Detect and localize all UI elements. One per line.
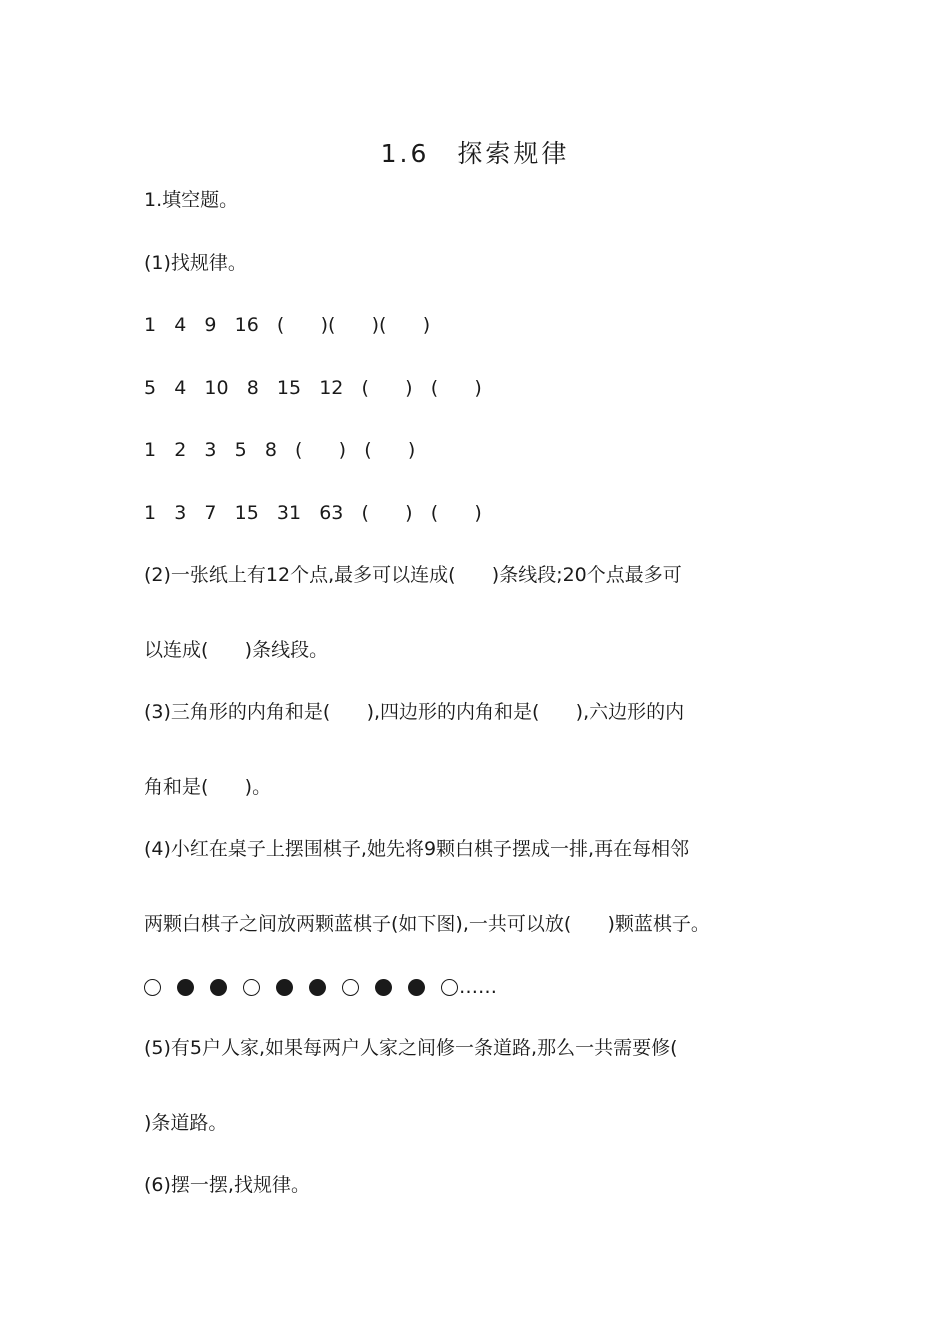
sequence-row-1: 1 4 9 16 ( )( )( ) <box>144 314 431 336</box>
black-bead-icon <box>177 979 194 996</box>
black-bead-icon <box>309 979 326 996</box>
question-4-line-2: 两颗白棋子之间放两颗蓝棋子(如下图),一共可以放( )颗蓝棋子。 <box>144 913 710 935</box>
question-3-line-2: 角和是( )。 <box>144 776 272 798</box>
white-bead-icon <box>243 979 260 996</box>
black-bead-icon <box>276 979 293 996</box>
black-bead-icon <box>210 979 227 996</box>
section-heading: 1.填空题。 <box>144 189 239 211</box>
page-title: 1.6 探索规律 <box>380 139 570 168</box>
black-bead-icon <box>375 979 392 996</box>
question-3-line-1: (3)三角形的内角和是( ),四边形的内角和是( ),六边形的内 <box>144 701 685 723</box>
sequence-row-3: 1 2 3 5 8 ( ) ( ) <box>144 439 416 461</box>
white-bead-icon <box>144 979 161 996</box>
question-1-label: (1)找规律。 <box>144 252 247 274</box>
white-bead-icon <box>441 979 458 996</box>
question-4-line-1: (4)小红在桌子上摆围棋子,她先将9颗白棋子摆成一排,再在每相邻 <box>144 838 690 860</box>
bead-ellipsis: …… <box>459 976 497 998</box>
bead-pattern <box>144 975 497 999</box>
question-2-line-2: 以连成( )条线段。 <box>144 639 329 661</box>
white-bead-icon <box>342 979 359 996</box>
sequence-row-4: 1 3 7 15 31 63 ( ) ( ) <box>144 502 482 524</box>
question-2-line-1: (2)一张纸上有12个点,最多可以连成( )条线段;20个点最多可 <box>144 564 682 586</box>
black-bead-icon <box>408 979 425 996</box>
sequence-row-2: 5 4 10 8 15 12 ( ) ( ) <box>144 377 482 399</box>
question-5-line-1: (5)有5户人家,如果每两户人家之间修一条道路,那么一共需要修( <box>144 1037 678 1059</box>
question-5-line-2: )条道路。 <box>144 1112 228 1134</box>
question-6-label: (6)摆一摆,找规律。 <box>144 1174 310 1196</box>
